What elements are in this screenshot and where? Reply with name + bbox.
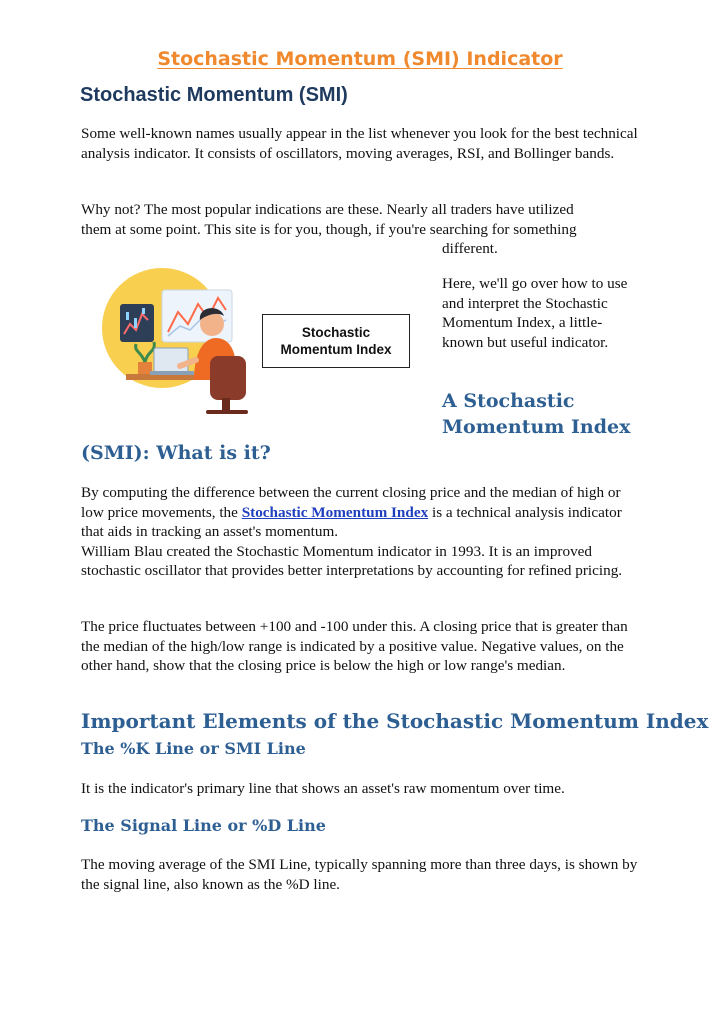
heading-line: Momentum Index	[442, 416, 631, 438]
section-heading-part2: (SMI): What is it?	[81, 442, 271, 464]
stochastic-momentum-index-link[interactable]: Stochastic Momentum Index	[241, 503, 429, 521]
illustration-label-line: Momentum Index	[280, 342, 392, 357]
price-range-paragraph: The price fluctuates between +100 and -100 under this. A closing price that is greater than the median of the high/low range is indicated by a positive value. Negative values, on the other hand, show that the closing price is below the high or low range's median.	[81, 618, 628, 674]
paragraph-line: different.	[442, 240, 498, 257]
k-line-heading: The %K Line or SMI Line	[81, 739, 306, 758]
heading-line: A Stochastic	[442, 390, 575, 412]
illustration-label-box	[262, 314, 410, 368]
d-line-paragraph: The moving average of the SMI Line, typically spanning more than three days, is shown by the signal line, also known as the %D line.	[81, 856, 638, 893]
paragraph-text: By computing the difference between the current closing price and the median of high or low price movements, the	[81, 484, 621, 521]
overview-paragraph: Here, we'll go over how to use and interpret the Stochastic Momentum Index, a little-known but useful indicator.	[442, 275, 628, 351]
definition-paragraph	[81, 483, 646, 542]
illustration-label-line: Stochastic	[301, 325, 371, 340]
document-title: Stochastic Momentum (SMI) Indicator	[157, 48, 563, 70]
history-paragraph: William Blau created the Stochastic Momentum indicator in 1993. It is an improved stochastic oscillator that provides better interpretations by accounting for refined pricing.	[81, 542, 623, 579]
d-line-heading: The Signal Line or %D Line	[81, 816, 326, 835]
section-heading-part1	[442, 388, 630, 440]
paragraph-line: Why not? The most popular indications are these. Nearly all traders have utilized	[81, 201, 574, 218]
elements-heading: Important Elements of the Stochastic Momentum Index	[81, 709, 709, 733]
main-heading: Stochastic Momentum (SMI)	[80, 84, 348, 106]
intro-paragraph: Some well-known names usually appear in the list whenever you look for the best technical analysis indicator. It consists of oscillators, moving averages, RSI, and Bollinger bands.	[81, 125, 638, 162]
paragraph-line: them at some point. This site is for you, though, if you're searching for something	[81, 220, 577, 238]
paragraph-text: is a technical analysis indicator that aids in tracking an asset's momentum.	[81, 503, 622, 540]
k-line-paragraph: It is the indicator's primary line that shows an asset's raw momentum over time.	[81, 780, 565, 797]
